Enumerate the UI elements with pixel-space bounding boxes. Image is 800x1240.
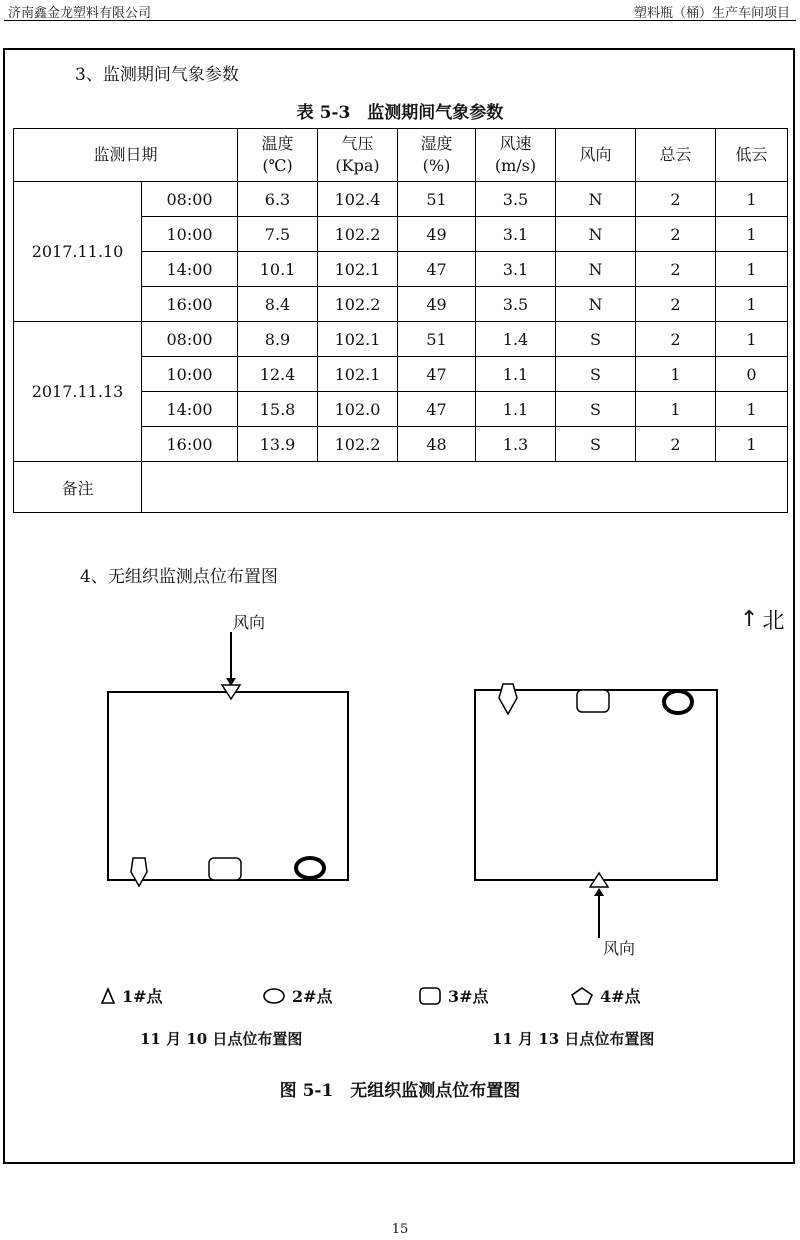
- table-cell: 3.1: [476, 252, 556, 287]
- table-cell: 0: [716, 357, 788, 392]
- table-cell: S: [556, 322, 636, 357]
- table-cell: 102.0: [318, 392, 398, 427]
- figure-title: 图 5-1 无组织监测点位布置图: [279, 1081, 521, 1101]
- table-cell: 3.1: [476, 217, 556, 252]
- wind-label-left: 风向: [233, 613, 266, 632]
- table-cell: 47: [398, 357, 476, 392]
- weather-table: [13, 128, 788, 513]
- note-label: 备注: [14, 462, 142, 513]
- north-label: 北: [762, 609, 785, 634]
- header-project: 塑料瓶（桶）生产车间项目: [633, 6, 790, 21]
- table-cell: S: [556, 392, 636, 427]
- table-cell: 12.4: [238, 357, 318, 392]
- table-cell: 08:00: [142, 322, 238, 357]
- table-cell: N: [556, 182, 636, 217]
- table-cell: 2: [636, 252, 716, 287]
- note-row: [14, 462, 788, 513]
- circle-icon: [262, 987, 286, 1005]
- legend-item-1: [100, 984, 163, 1007]
- table-cell: 102.1: [318, 252, 398, 287]
- date-cell: 2017.11.10: [14, 182, 142, 322]
- page-number: 15: [391, 1222, 409, 1237]
- table-cell: N: [556, 217, 636, 252]
- legend-label: 2#点: [292, 987, 333, 1006]
- table-cell: 08:00: [142, 182, 238, 217]
- header-date: 监测日期: [14, 129, 238, 182]
- table-cell: 47: [398, 252, 476, 287]
- north-arrow-icon: ↑: [740, 607, 759, 632]
- note-value: [142, 462, 788, 513]
- table-cell: S: [556, 357, 636, 392]
- table-cell: 1.1: [476, 357, 556, 392]
- pentagon-icon: [570, 986, 594, 1006]
- table-cell: 10.1: [238, 252, 318, 287]
- header-wind-dir: 风向: [556, 129, 636, 182]
- table-row: [14, 182, 788, 217]
- table-cell: 3.5: [476, 287, 556, 322]
- table-cell: 102.4: [318, 182, 398, 217]
- table-cell: N: [556, 252, 636, 287]
- header-total-cloud: 总云: [636, 129, 716, 182]
- table-header-row: [14, 129, 788, 182]
- table-cell: 48: [398, 427, 476, 462]
- north-indicator: [740, 604, 784, 635]
- table-cell: 1: [716, 182, 788, 217]
- table-cell: 1: [716, 287, 788, 322]
- table-cell: 6.3: [238, 182, 318, 217]
- table-cell: 14:00: [142, 392, 238, 427]
- header-pressure: 气压 (Kpa): [318, 129, 398, 182]
- header-wind-speed: 风速 (m/s): [476, 129, 556, 182]
- wind-label-right: 风向: [603, 939, 636, 958]
- legend-item-2: [262, 984, 333, 1007]
- triangle-icon: [100, 987, 116, 1005]
- table-cell: 51: [398, 182, 476, 217]
- table-cell: 15.8: [238, 392, 318, 427]
- caption-nov10: 11 月 10 日点位布置图: [140, 1030, 303, 1048]
- table-cell: 8.9: [238, 322, 318, 357]
- table-cell: 1.4: [476, 322, 556, 357]
- table-cell: 2: [636, 217, 716, 252]
- table-cell: 2: [636, 427, 716, 462]
- table-cell: 1: [636, 357, 716, 392]
- table-cell: 16:00: [142, 427, 238, 462]
- table-cell: 102.1: [318, 357, 398, 392]
- table-cell: 1: [716, 322, 788, 357]
- table-cell: S: [556, 427, 636, 462]
- table-cell: 3.5: [476, 182, 556, 217]
- table-cell: 16:00: [142, 287, 238, 322]
- table-title: 表 5-3 监测期间气象参数: [296, 103, 504, 123]
- table-row: [14, 322, 788, 357]
- legend-item-4: [570, 984, 641, 1007]
- table-cell: 13.9: [238, 427, 318, 462]
- table-cell: 1.3: [476, 427, 556, 462]
- table-cell: 2: [636, 182, 716, 217]
- table-cell: 1: [716, 392, 788, 427]
- table-cell: 102.1: [318, 322, 398, 357]
- table-cell: 1: [636, 392, 716, 427]
- table-cell: 1: [716, 427, 788, 462]
- header-humidity: 湿度 (%): [398, 129, 476, 182]
- table-cell: 102.2: [318, 217, 398, 252]
- table-cell: 2: [636, 287, 716, 322]
- header-low-cloud: 低云: [716, 129, 788, 182]
- legend-label: 1#点: [122, 987, 163, 1006]
- header-temp: 温度 (℃): [238, 129, 318, 182]
- table-cell: 1.1: [476, 392, 556, 427]
- table-cell: 51: [398, 322, 476, 357]
- table-cell: N: [556, 287, 636, 322]
- table-cell: 14:00: [142, 252, 238, 287]
- header-divider: [4, 20, 796, 21]
- table-cell: 8.4: [238, 287, 318, 322]
- table-cell: 7.5: [238, 217, 318, 252]
- table-cell: 1: [716, 252, 788, 287]
- table-cell: 2: [636, 322, 716, 357]
- section3-title: 3、监测期间气象参数: [75, 65, 239, 85]
- date-cell: 2017.11.13: [14, 322, 142, 462]
- table-cell: 102.2: [318, 287, 398, 322]
- table-cell: 1: [716, 217, 788, 252]
- section4-title: 4、无组织监测点位布置图: [80, 567, 278, 587]
- legend: [0, 984, 800, 1012]
- header-company: 济南鑫金龙塑料有限公司: [8, 6, 152, 21]
- table-cell: 49: [398, 287, 476, 322]
- legend-item-3: [418, 984, 489, 1007]
- table-cell: 10:00: [142, 217, 238, 252]
- table-cell: 49: [398, 217, 476, 252]
- legend-label: 4#点: [600, 987, 641, 1006]
- caption-nov13: 11 月 13 日点位布置图: [492, 1030, 655, 1048]
- table-cell: 10:00: [142, 357, 238, 392]
- legend-label: 3#点: [448, 987, 489, 1006]
- table-cell: 102.2: [318, 427, 398, 462]
- table-cell: 47: [398, 392, 476, 427]
- rounded-square-icon: [418, 986, 442, 1006]
